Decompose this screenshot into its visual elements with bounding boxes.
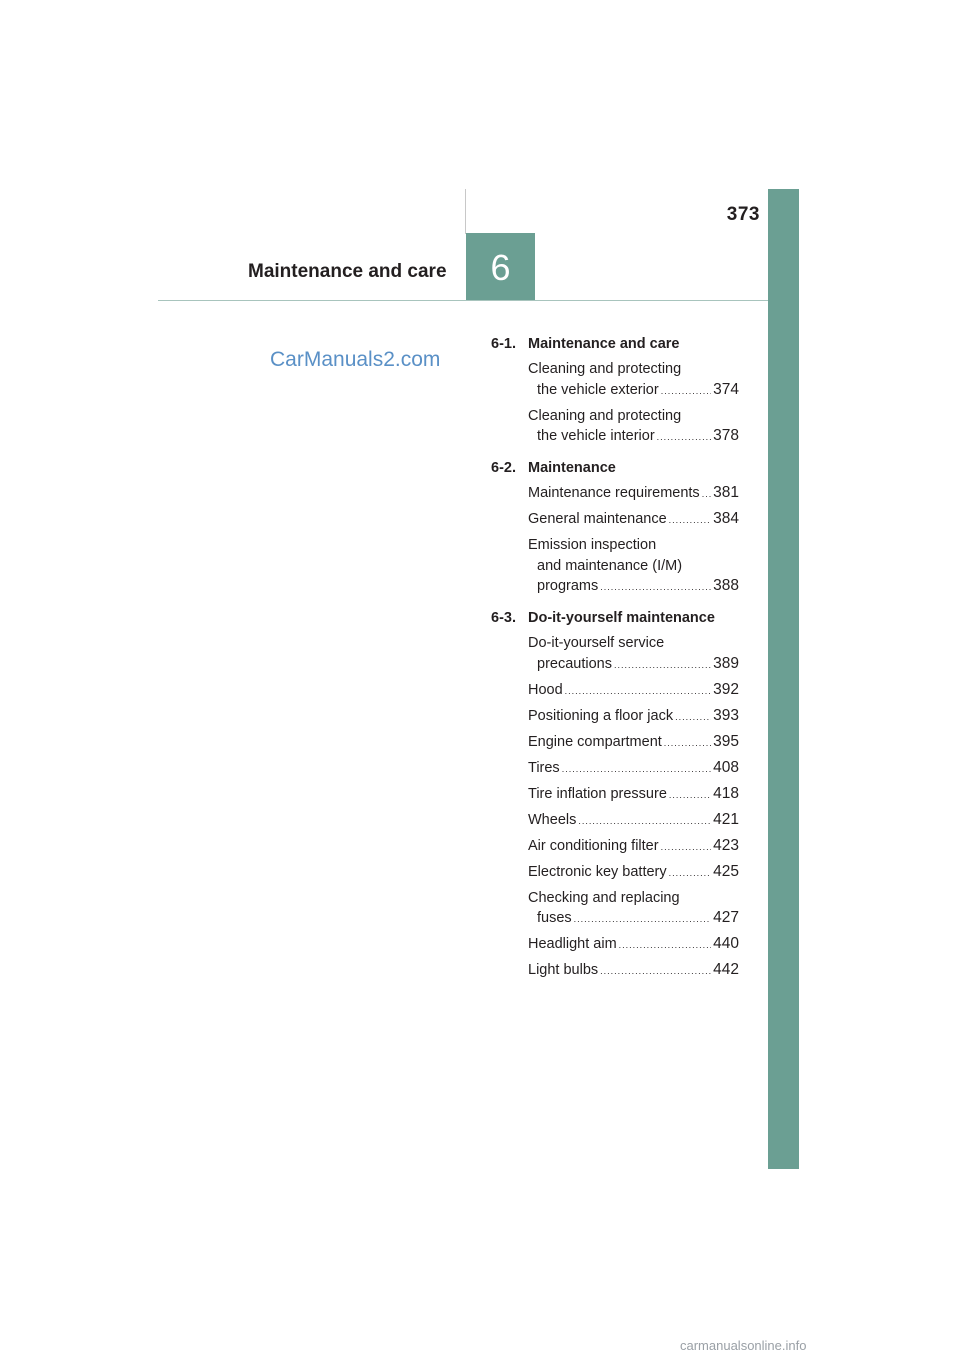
toc-entry-last-line — [528, 836, 739, 858]
toc-entry-last-line — [528, 810, 739, 832]
toc-entry[interactable] — [528, 509, 739, 531]
toc-section-heading — [491, 607, 739, 633]
toc-entry-page: 389 — [713, 654, 739, 672]
toc-entry[interactable] — [528, 535, 739, 598]
toc-entry-text: programs — [537, 578, 599, 594]
toc-entry[interactable] — [528, 359, 739, 401]
toc-section-title: Maintenance and care — [528, 336, 680, 352]
toc-entry[interactable] — [528, 862, 739, 884]
toc-entry-last-line — [528, 380, 739, 402]
toc-section-heading — [491, 457, 739, 483]
toc-section-number: 6-3. — [491, 610, 516, 626]
toc-entry[interactable] — [528, 810, 739, 832]
toc-entry-last-line — [528, 654, 739, 676]
toc-entry-text: Electronic key battery — [528, 863, 667, 880]
toc-entry-text: Hood — [528, 681, 563, 698]
header-rule — [158, 300, 768, 301]
page-number: 373 — [726, 204, 760, 225]
table-of-contents — [491, 333, 739, 986]
watermark-bottom: carmanualsonline.info — [680, 1338, 807, 1353]
toc-section-title: Maintenance — [528, 460, 616, 476]
toc-entry[interactable] — [528, 758, 739, 780]
toc-entry-text-line: Cleaning and protecting — [528, 361, 682, 377]
toc-entry-page: 378 — [713, 427, 739, 444]
toc-entry[interactable] — [528, 836, 739, 858]
toc-entry-text-line: Emission inspection — [528, 537, 657, 553]
dot-leader — [669, 863, 712, 884]
dot-leader — [614, 655, 711, 676]
dot-leader — [669, 785, 711, 806]
toc-entry-last-line — [528, 758, 739, 780]
toc-entry-page: 421 — [713, 810, 739, 828]
toc-entry-page: 418 — [713, 784, 739, 802]
toc-entry-page: 408 — [713, 758, 739, 776]
toc-entry-text: Headlight aim — [528, 936, 617, 952]
toc-entry-text: Light bulbs — [528, 962, 599, 978]
toc-entry[interactable] — [528, 633, 739, 675]
chapter-side-tab — [768, 189, 799, 1169]
toc-entry-last-line — [528, 908, 739, 930]
toc-entry-last-line — [528, 934, 739, 956]
toc-entry-text: Engine compartment — [528, 733, 662, 750]
dot-leader — [619, 935, 711, 956]
toc-entry-text: the vehicle exterior — [537, 381, 659, 398]
toc-section-number: 6-2. — [491, 460, 516, 476]
toc-section-number: 6-1. — [491, 336, 516, 352]
chapter-number: 6 — [490, 247, 511, 288]
dot-leader — [600, 961, 711, 982]
dot-leader — [600, 577, 711, 598]
toc-section-title: Do-it-yourself maintenance — [528, 610, 715, 626]
toc-entry-page: 374 — [713, 380, 739, 398]
dot-leader — [664, 733, 711, 754]
toc-entry-text-line: Checking and replacing — [528, 889, 680, 906]
toc-entry[interactable] — [528, 934, 739, 956]
toc-entry-text: Tires — [528, 759, 560, 776]
toc-entry[interactable] — [528, 732, 739, 754]
toc-entry-last-line — [528, 862, 739, 884]
chapter-number-box — [466, 233, 535, 301]
dot-leader — [574, 909, 711, 930]
dot-leader — [657, 427, 711, 448]
toc-entry-page: 427 — [713, 909, 739, 926]
toc-entry-text-line: Do-it-yourself service — [528, 635, 665, 651]
toc-entry-text: General maintenance — [528, 511, 667, 527]
toc-entry[interactable] — [528, 406, 739, 448]
toc-entry[interactable] — [528, 680, 739, 702]
header-divider — [465, 189, 466, 234]
toc-entry-page: 392 — [713, 680, 739, 698]
toc-entry-last-line — [528, 784, 739, 806]
toc-entry-last-line — [528, 576, 739, 598]
toc-entry-last-line — [528, 732, 739, 754]
toc-entry-text: Wheels — [528, 811, 577, 828]
dot-leader — [669, 510, 711, 531]
toc-entry-page: 384 — [713, 510, 739, 527]
toc-entry-page: 440 — [713, 935, 739, 952]
chapter-title: Maintenance and care — [248, 261, 447, 282]
toc-entry-last-line — [528, 680, 739, 702]
toc-entry[interactable] — [528, 888, 739, 930]
toc-entry-text: precautions — [537, 655, 612, 672]
toc-entry-text: Tire inflation pressure — [528, 785, 667, 802]
toc-entry-page: 395 — [713, 732, 739, 750]
toc-entry-page: 442 — [713, 961, 739, 978]
toc-entry-last-line — [528, 509, 739, 531]
toc-entry[interactable] — [528, 960, 739, 982]
toc-entry-page: 388 — [713, 577, 739, 594]
dot-leader — [675, 707, 711, 728]
toc-section-heading — [491, 333, 739, 359]
dot-leader — [661, 837, 712, 858]
dot-leader — [565, 681, 711, 702]
toc-entry-text: the vehicle interior — [537, 428, 655, 444]
toc-entry-page: 393 — [713, 706, 739, 724]
toc-entry-page: 423 — [713, 836, 739, 854]
toc-entry-text: Maintenance requirements — [528, 485, 700, 501]
dot-leader — [578, 811, 711, 832]
toc-entry[interactable] — [528, 483, 739, 505]
toc-entry-page: 425 — [713, 862, 739, 880]
toc-entry-text: Air conditioning filter — [528, 837, 659, 854]
dot-leader — [661, 381, 711, 402]
toc-entry-page: 381 — [713, 484, 739, 501]
toc-entry-text: fuses — [537, 910, 572, 926]
toc-entry-last-line — [528, 960, 739, 982]
toc-entry[interactable] — [528, 784, 739, 806]
watermark-top: CarManuals2.com — [270, 348, 441, 371]
toc-entry[interactable] — [528, 706, 739, 728]
toc-entry-text: Positioning a floor jack — [528, 707, 674, 724]
dot-leader — [702, 484, 711, 505]
toc-entry-last-line — [528, 426, 739, 448]
dot-leader — [562, 759, 711, 780]
toc-entry-last-line — [528, 483, 739, 505]
toc-entry-text-line: and maintenance (I/M) — [537, 557, 683, 574]
toc-entry-last-line — [528, 706, 739, 728]
toc-entry-text-line: Cleaning and protecting — [528, 407, 682, 424]
